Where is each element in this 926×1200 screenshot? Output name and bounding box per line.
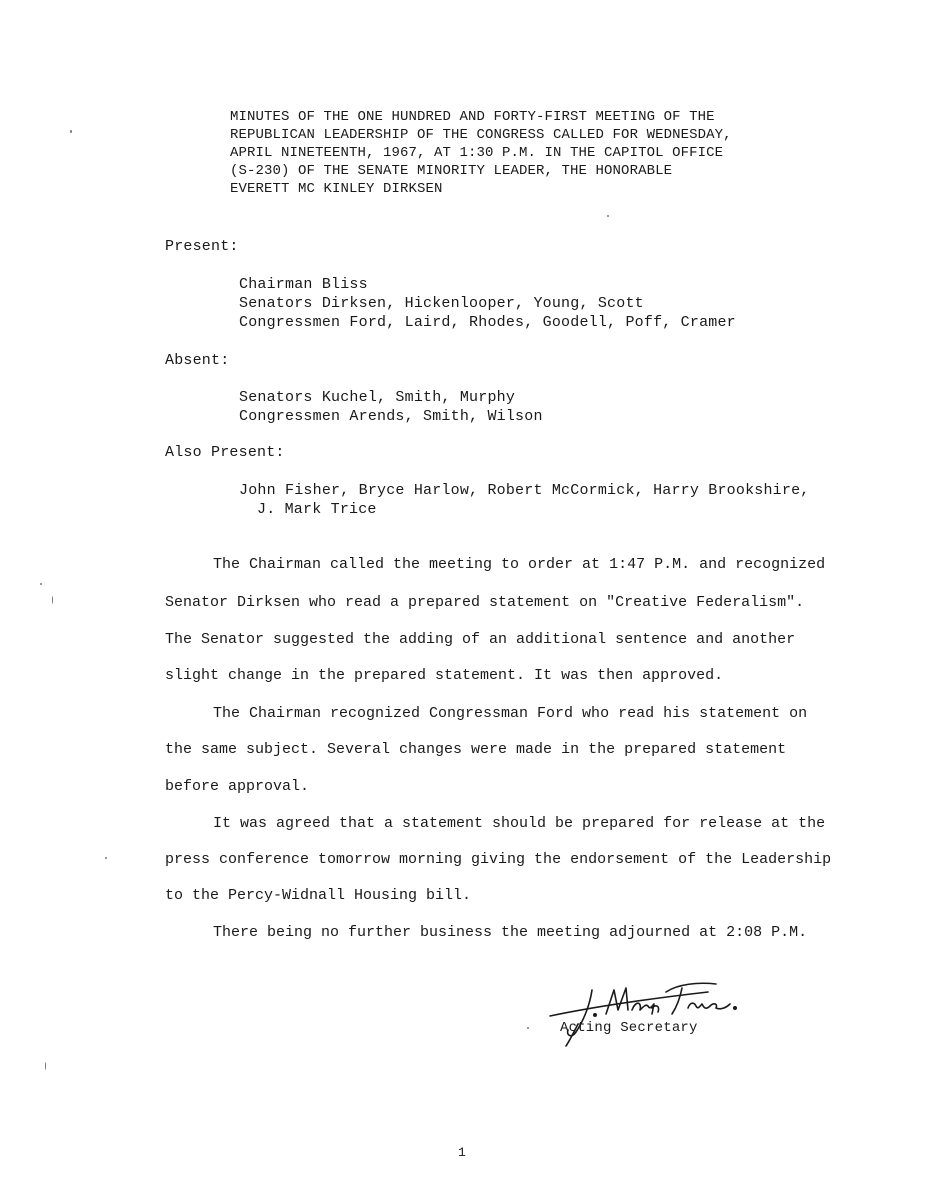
paragraph-line: The Chairman recognized Congressman Ford who read his statement on [213,705,808,722]
absent-line: Senators Kuchel, Smith, Murphy [239,389,516,406]
heading-line: (S-230) OF THE SENATE MINORITY LEADER, THE HONORABLE [230,163,673,179]
paragraph-line: Senator Dirksen who read a prepared statement on "Creative Federalism". [165,594,805,611]
scan-speck [607,215,609,217]
scan-speck [105,857,107,859]
absent-line: Congressmen Arends, Smith, Wilson [239,408,543,425]
present-line: Senators Dirksen, Hickenlooper, Young, Scott [239,295,644,312]
signature-title: Acting Secretary [560,1020,698,1036]
paragraph-line: the same subject. Several changes were made in the prepared statement [165,741,787,758]
scan-speck [527,1027,529,1029]
also-present-line: John Fisher, Bryce Harlow, Robert McCormick, Harry Brookshire, [239,482,810,499]
scan-speck [40,583,42,585]
paragraph-line: The Senator suggested the adding of an additional sentence and another [165,631,796,648]
heading-line: MINUTES OF THE ONE HUNDRED AND FORTY-FIRST MEETING OF THE [230,109,715,125]
heading-line: EVERETT MC KINLEY DIRKSEN [230,181,443,197]
paragraph-line: before approval. [165,778,310,795]
heading-line: APRIL NINETEENTH, 1967, AT 1:30 P.M. IN THE CAPITOL OFFICE [230,145,724,161]
present-line: Chairman Bliss [239,276,368,293]
scan-speck [52,596,53,604]
paragraph-line: slight change in the prepared statement. It was then approved. [165,667,724,684]
also-present-line: J. Mark Trice [257,501,377,518]
paragraph-line: press conference tomorrow morning giving the endorsement of the Leadership [165,851,832,868]
also-present-label: Also Present: [165,444,285,461]
minutes-heading [230,108,732,198]
scan-speck [45,1062,46,1070]
present-label: Present: [165,238,239,255]
scan-speck [70,130,72,133]
page-number: 1 [458,1145,467,1160]
paragraph-line: It was agreed that a statement should be prepared for release at the [213,815,826,832]
absent-label: Absent: [165,352,230,369]
paragraph-line: The Chairman called the meeting to order at 1:47 P.M. and recognized [213,556,826,573]
paragraph-line: to the Percy-Widnall Housing bill. [165,887,472,904]
heading-line: REPUBLICAN LEADERSHIP OF THE CONGRESS CALLED FOR WEDNESDAY, [230,127,732,143]
handwritten-signature [548,970,748,1050]
paragraph-line: There being no further business the meeting adjourned at 2:08 P.M. [213,924,808,941]
present-line: Congressmen Ford, Laird, Rhodes, Goodell, Poff, Cramer [239,314,736,331]
